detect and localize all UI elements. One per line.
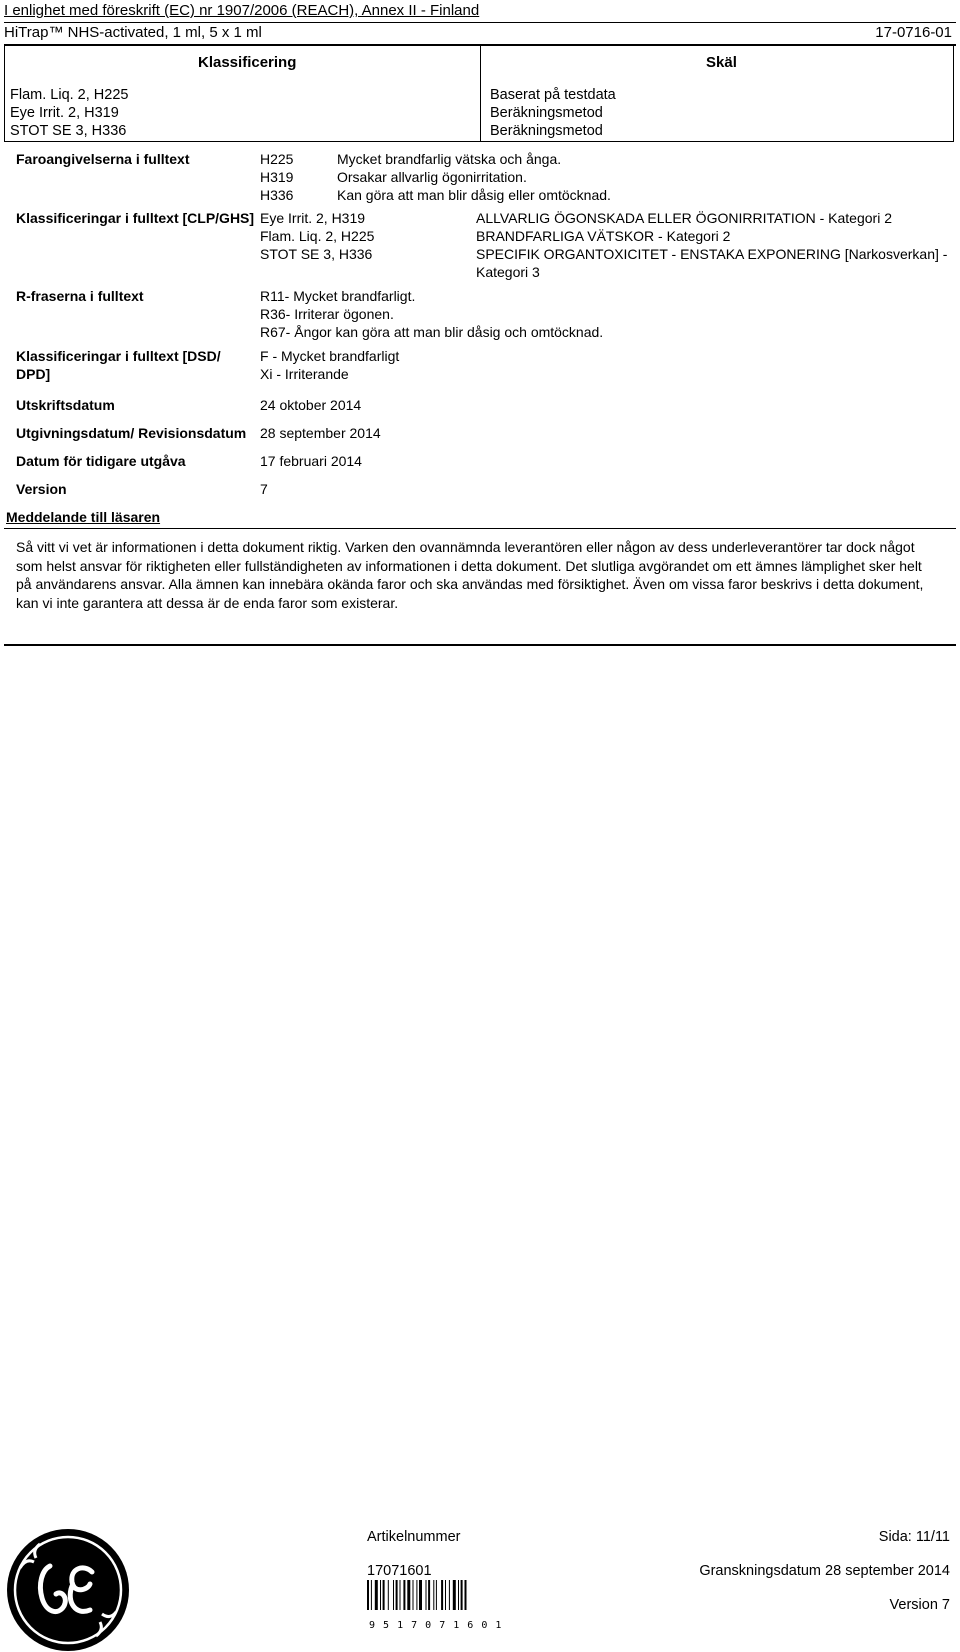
r-phrase: R36- Irriterar ögonen. xyxy=(260,306,394,322)
product-name: HiTrap™ NHS-activated, 1 ml, 5 x 1 ml xyxy=(4,24,262,41)
r-phrase: R67- Ångor kan göra att man blir dåsig och omtöcknad. xyxy=(260,324,604,340)
issue-date-label: Utgivningsdatum/ Revisionsdatum xyxy=(16,425,247,441)
clp-codes xyxy=(260,209,374,263)
barcode-icon xyxy=(367,1580,497,1618)
r-phrase: R11- Mycket brandfarligt. xyxy=(260,288,416,304)
col-header-classification: Klassificering xyxy=(198,54,297,71)
print-date-value: 24 oktober 2014 xyxy=(260,397,362,413)
print-date-label: Utskriftsdatum xyxy=(16,397,115,413)
hazard-text: Mycket brandfarlig vätska och ånga. xyxy=(337,151,562,167)
clp-code: Flam. Liq. 2, H225 xyxy=(260,228,375,244)
classification-table xyxy=(4,46,954,142)
notice-rule xyxy=(4,528,956,529)
r-phrases-label: R-fraserna i fulltext xyxy=(16,288,144,304)
page-number: Sida: 11/11 xyxy=(878,1529,950,1545)
header-rule xyxy=(4,22,956,23)
issue-date-value: 28 september 2014 xyxy=(260,425,381,441)
article-number: 17071601 xyxy=(367,1563,432,1579)
clp-texts xyxy=(476,209,947,281)
reason-cell: Beräkningsmetod xyxy=(490,123,603,139)
clp-text-continued: Kategori 3 xyxy=(476,264,540,280)
previous-date-label: Datum för tidigare utgåva xyxy=(16,453,186,469)
reason-cell: Beräkningsmetod xyxy=(490,105,603,121)
hazard-code: H319 xyxy=(260,169,294,185)
ge-monogram-logo-icon xyxy=(6,1528,130,1652)
dsd-label xyxy=(16,347,221,383)
hazard-statements-label: Faroangivelserna i fulltext xyxy=(16,151,190,167)
table-divider xyxy=(480,46,481,142)
hazard-text: Kan göra att man blir dåsig eller omtöcknad. xyxy=(337,187,611,203)
notice-text: Så vitt vi vet är informationen i detta dokument riktig. Varken den ovannämnda leverantören eller någon av dess underleverantörer tar dock något som helst ansvar för riktigheten eller fullständigheten av informationen i detta dokument. Det slutliga avgörandet om ett ämnes lämplighet sker helt på användarens ansvar. Alla ämnen kan innebära okända faror och ska användas med försiktighet. Även om vissa faror beskrivs i detta dokument, kan vi inte garantera att dessa är de enda faror som existerar. xyxy=(16,539,924,611)
hazard-codes xyxy=(260,150,293,204)
notice-heading: Meddelande till läsaren xyxy=(6,509,161,525)
col-header-reason: Skäl xyxy=(706,54,737,71)
dsd-item: Xi - Irriterande xyxy=(260,366,349,382)
regulation-header: I enlighet med föreskrift (EC) nr 1907/2006 (REACH), Annex II - Finland xyxy=(4,2,480,19)
classification-cell: Eye Irrit. 2, H319 xyxy=(10,105,119,121)
dsd-label-line: Klassificeringar i fulltext [DSD/ xyxy=(16,348,221,364)
reason-column xyxy=(490,86,616,140)
document-number: 17-0716-01 xyxy=(875,24,952,41)
hazard-code: H225 xyxy=(260,151,294,167)
clp-text: ALLVARLIG ÖGONSKADA ELLER ÖGONIRRITATION - Kategori 2 xyxy=(476,210,892,226)
clp-code: Eye Irrit. 2, H319 xyxy=(260,210,366,226)
hazard-text: Orsakar allvarlig ögonirritation. xyxy=(337,169,527,185)
clp-label: Klassificeringar i fulltext [CLP/GHS] xyxy=(16,210,255,226)
r-phrases-list xyxy=(260,287,603,341)
dsd-item: F - Mycket brandfarligt xyxy=(260,348,400,364)
hazard-code: H336 xyxy=(260,187,294,203)
reason-cell: Baserat på testdata xyxy=(490,87,616,103)
classification-cell: Flam. Liq. 2, H225 xyxy=(10,87,129,103)
clp-text: BRANDFARLIGA VÄTSKOR - Kategori 2 xyxy=(476,228,731,244)
dsd-label-line: DPD] xyxy=(16,366,51,382)
clp-text: SPECIFIK ORGANTOXICITET - ENSTAKA EXPONERING [Narkosverkan] - xyxy=(476,246,948,262)
review-date: Granskningsdatum 28 september 2014 xyxy=(699,1563,950,1579)
version-value: 7 xyxy=(260,481,268,497)
article-label: Artikelnummer xyxy=(367,1529,461,1545)
footer-version: Version 7 xyxy=(889,1597,950,1613)
previous-date-value: 17 februari 2014 xyxy=(260,453,362,469)
clp-code: STOT SE 3, H336 xyxy=(260,246,373,262)
hazard-texts xyxy=(337,150,611,204)
classification-column xyxy=(10,86,128,140)
version-label: Version xyxy=(16,481,67,497)
barcode-digits: 9 5 1 7 0 7 1 6 0 1 xyxy=(369,1620,503,1631)
dsd-list xyxy=(260,347,399,383)
classification-cell: STOT SE 3, H336 xyxy=(10,123,127,139)
section-end-rule xyxy=(4,644,956,646)
